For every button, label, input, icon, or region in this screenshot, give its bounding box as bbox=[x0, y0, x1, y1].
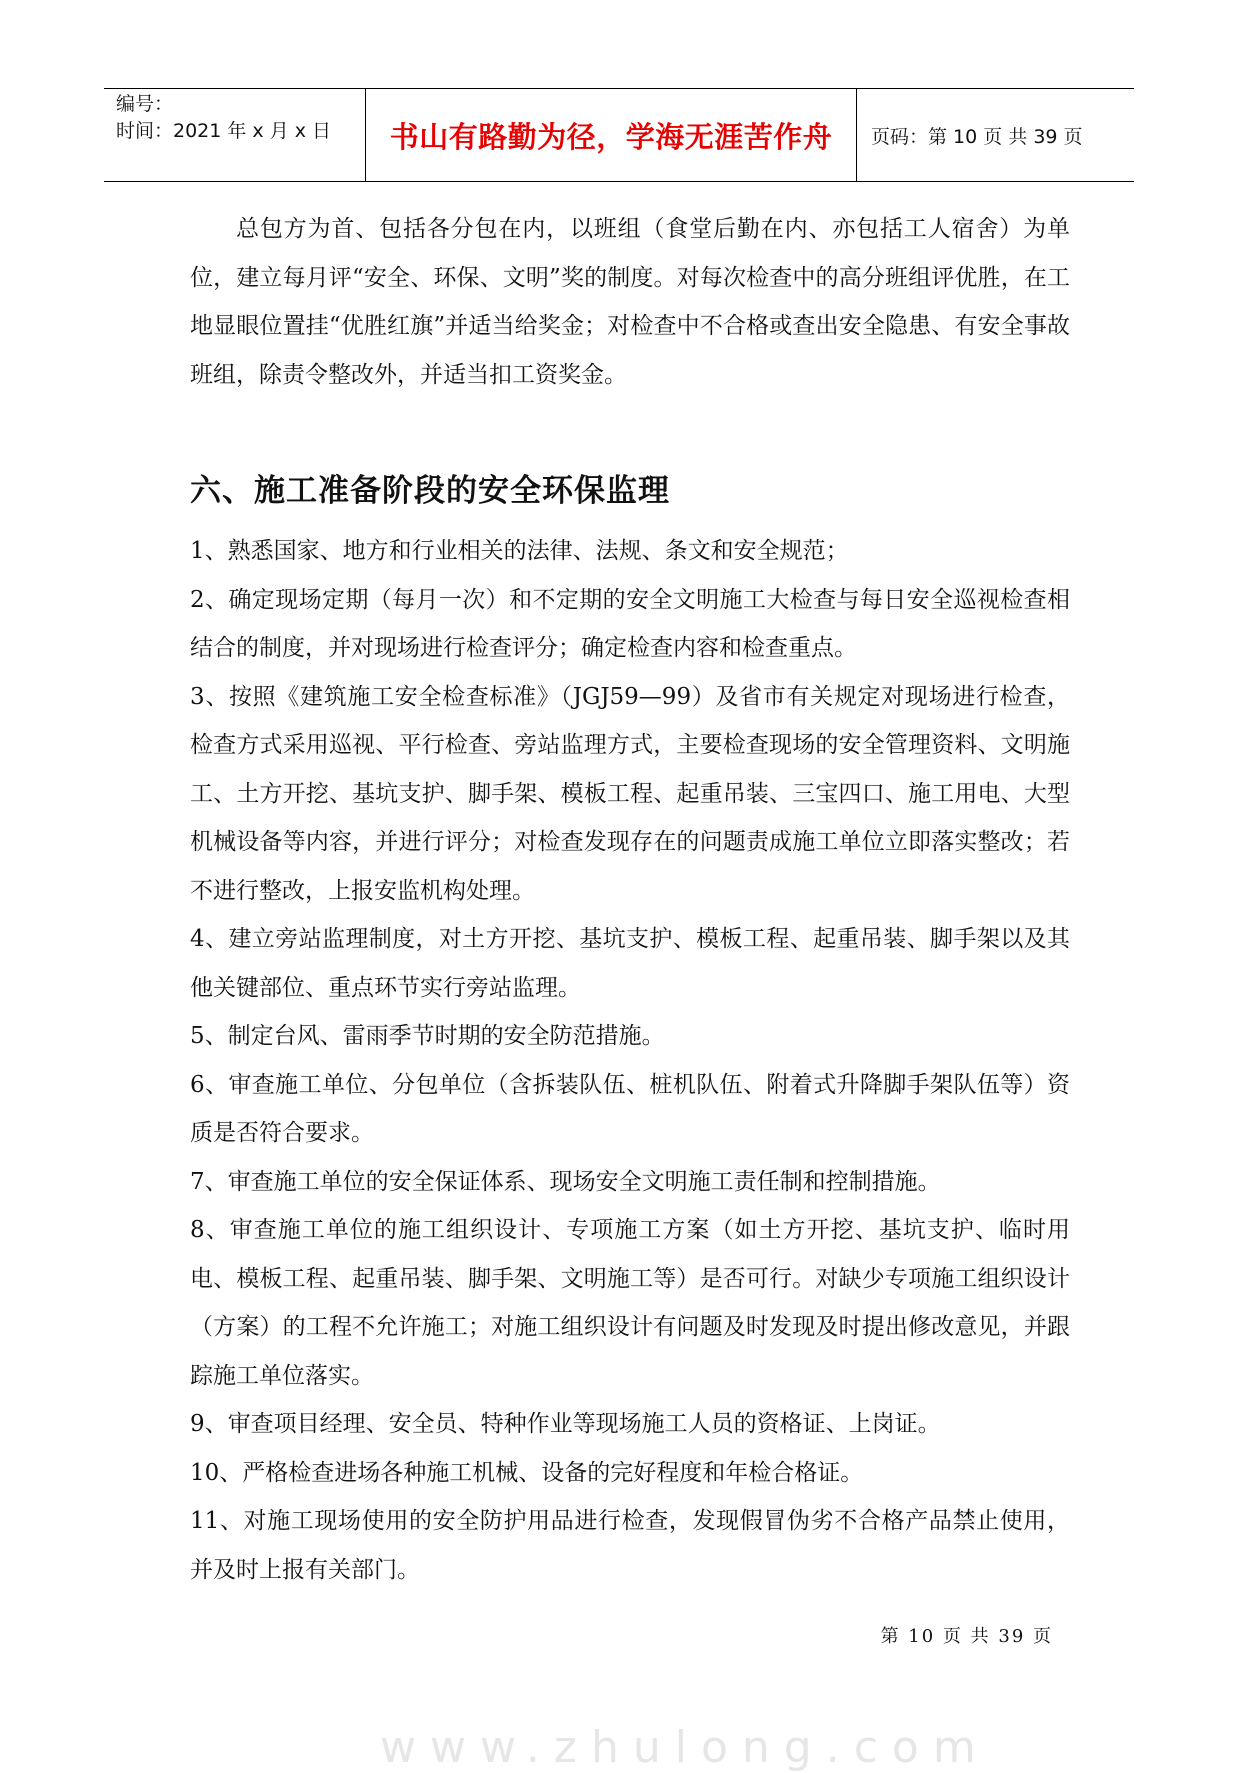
list-item: 5、制定台风、雷雨季节时期的安全防范措施。 bbox=[190, 1023, 665, 1049]
header-meta bbox=[104, 89, 366, 181]
list-item: 8、审查施工单位的施工组织设计、专项施工方案（如土方开挖、基坑支护、临时用电、模板工程、起重吊装、脚手架、文明施工等）是否可行。对缺少专项施工组织设计（方案）的工程不允许施工；对施工组织设计有问题及时发现及时提出修改意见，并跟踪施工单位落实。 bbox=[190, 1217, 1070, 1389]
document-number-label: 编号： bbox=[116, 93, 174, 115]
list-item: 4、建立旁站监理制度，对土方开挖、基坑支护、模板工程、起重吊装、脚手架以及其他关键部位、重点环节实行旁站监理。 bbox=[190, 926, 1070, 1001]
document-time-label: 时间：2021 年 x 月 x 日 bbox=[116, 120, 332, 142]
list-item: 9、审查项目经理、安全员、特种作业等现场施工人员的资格证、上岗证。 bbox=[190, 1411, 941, 1437]
page-footer-number: 第 10 页 共 39 页 bbox=[880, 1626, 1053, 1647]
list-item: 6、审查施工单位、分包单位（含拆装队伍、桩机队伍、附着式升降脚手架队伍等）资质是否符合要求。 bbox=[190, 1071, 1070, 1146]
header-page-info: 页码：第 10 页 共 39 页 bbox=[871, 125, 1083, 148]
document-body bbox=[190, 205, 1070, 1594]
list-item: 7、审查施工单位的安全保证体系、现场安全文明施工责任制和控制措施。 bbox=[190, 1168, 941, 1195]
watermark: www.zhulong.com bbox=[380, 1722, 990, 1773]
intro-paragraph: 总包方为首、包括各分包在内，以班组（食堂后勤在内、亦包括工人宿舍）为单位，建立每月评“安全、环保、文明”奖的制度。对每次检查中的高分班组评优胜，在工地显眼位置挂“优胜红旗”并适当给奖金；对检查中不合格或查出安全隐患、有安全事故班组，除责令整改外，并适当扣工资奖金。 bbox=[190, 216, 1070, 388]
list-item: 2、确定现场定期（每月一次）和不定期的安全文明施工大检查与每日安全巡视检查相结合的制度，并对现场进行检查评分；确定检查内容和检查重点。 bbox=[190, 586, 1070, 661]
list-item: 10、严格检查进场各种施工机械、设备的完好程度和年检合格证。 bbox=[190, 1459, 864, 1486]
list-item: 1、熟悉国家、地方和行业相关的法律、法规、条文和安全规范； bbox=[190, 538, 849, 564]
list-item: 3、按照《建筑施工安全检查标准》（JGJ59—99）及省市有关规定对现场进行检查，检查方式采用巡视、平行检查、旁站监理方式，主要检查现场的安全管理资料、文明施工、土方开挖、基坑支护、脚手架、模板工程、起重吊装、三宝四口、施工用电、大型机械设备等内容，并进行评分；对检查发现存在的问题责成施工单位立即落实整改；若不进行整改，上报安监机构处理。 bbox=[190, 683, 1070, 904]
page-header bbox=[104, 88, 1134, 182]
header-motto: 书山有路勤为径，学海无涯苦作舟 bbox=[366, 89, 857, 181]
list-item: 11、对施工现场使用的安全防护用品进行检查，发现假冒伪劣不合格产品禁止使用，并及时上报有关部门。 bbox=[190, 1508, 1070, 1583]
section-title: 六、施工准备阶段的安全环保监理 bbox=[190, 473, 670, 509]
